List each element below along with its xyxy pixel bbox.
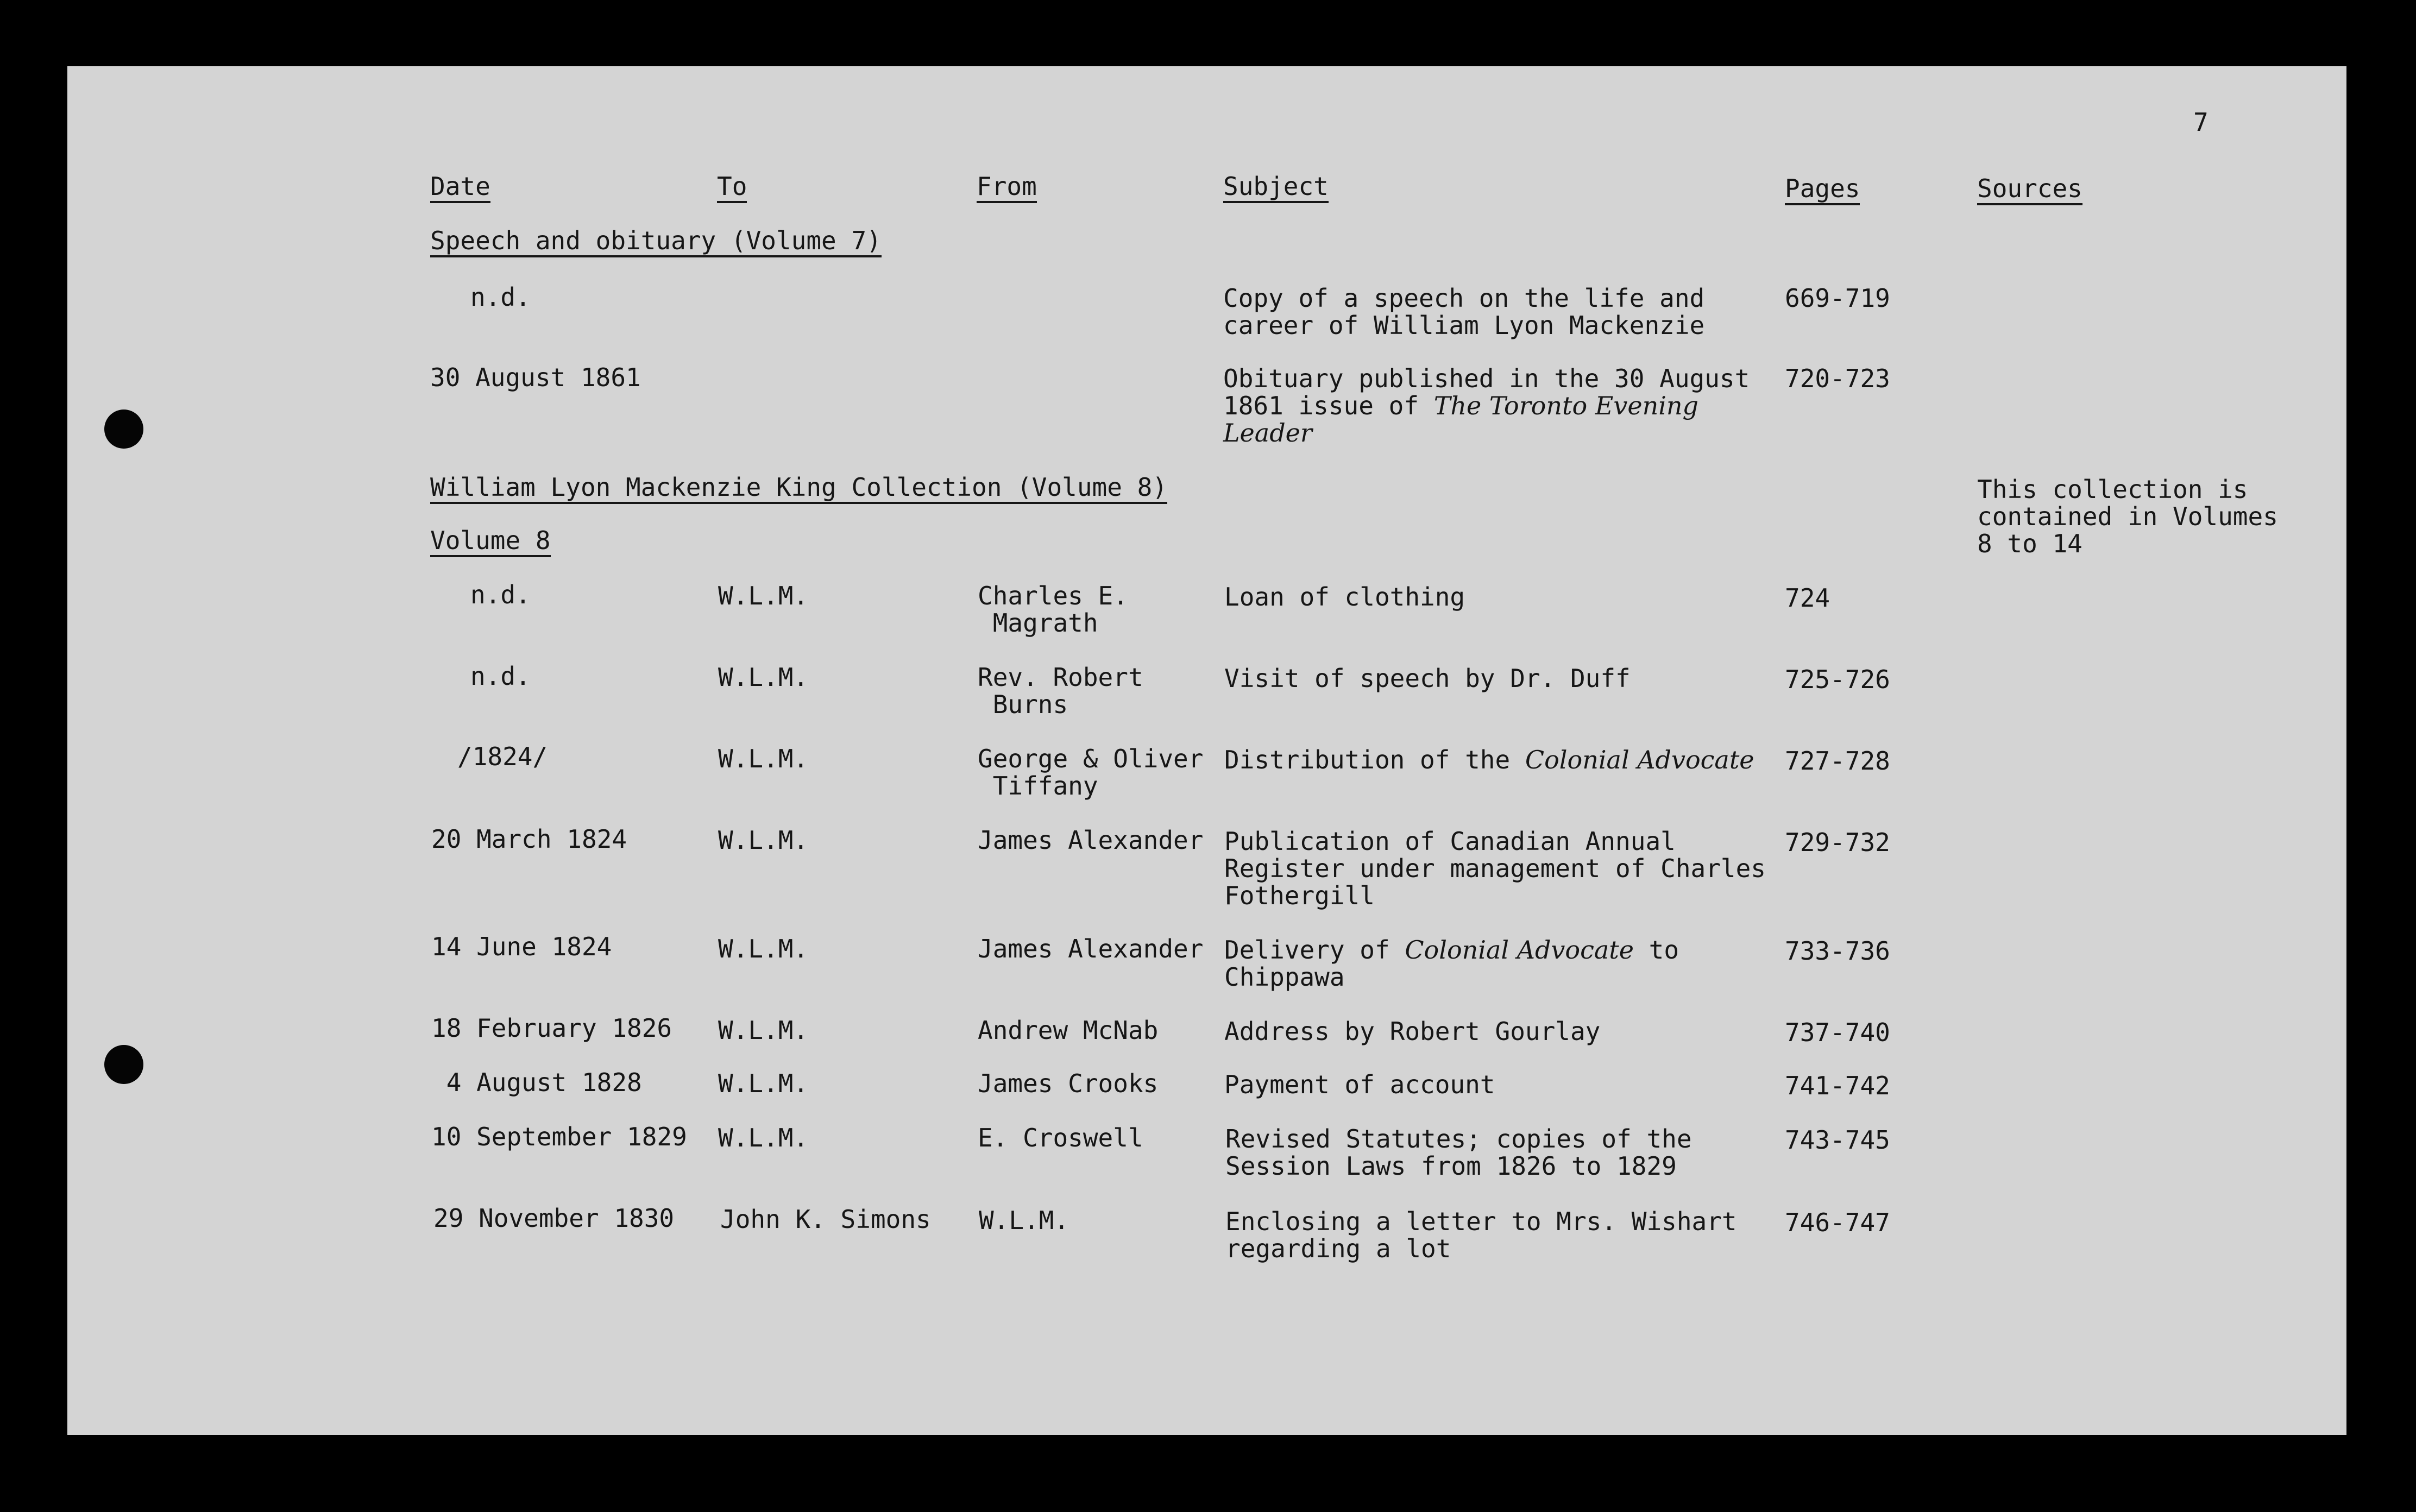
row-to: W.L.M. [718,1069,809,1098]
row-subject-line: Publication of Canadian Annual [1224,827,1676,856]
row-date: 10 September 1829 [431,1122,687,1151]
row-subject-line: Register under management of Charles [1224,854,1766,883]
subject-text: 1861 issue of [1223,391,1434,420]
row-to: W.L.M. [718,663,809,692]
row-from: James Alexander [978,826,1204,855]
row-pages: 720-723 [1785,364,1890,393]
row-subject-line [1223,392,1698,419]
punch-hole-lower [104,1045,143,1084]
row-subject-line: Payment of account [1224,1070,1495,1099]
row-date: 4 August 1828 [431,1068,642,1097]
column-header-to: To [717,173,747,203]
row-subject-line [1224,746,1754,773]
row-pages: 724 [1785,583,1830,613]
row-from: Burns [978,690,1068,719]
row-subject-line [1224,936,1679,963]
row-to: W.L.M. [718,1123,809,1152]
newspaper-title: The Toronto Evening [1433,391,1699,420]
row-pages: 725-726 [1785,665,1890,694]
row-to: W.L.M. [718,934,809,963]
row-subject-line: Session Laws from 1826 to 1829 [1225,1151,1677,1181]
row-date: n.d. [470,580,531,609]
row-date: n.d. [470,282,531,312]
page-number: 7 [2193,108,2209,137]
row-subject-line: Obituary published in the 30 August [1223,364,1750,393]
row-subject-line: Loan of clothing [1224,582,1465,612]
row-to: W.L.M. [718,826,809,855]
row-to: W.L.M. [718,744,809,773]
column-header-pages: Pages [1785,175,1860,205]
column-header-subject: Subject [1223,173,1329,203]
sources-note: 8 to 14 [1977,529,2082,558]
row-pages: 741-742 [1785,1071,1890,1100]
sources-note: contained in Volumes [1977,502,2278,531]
row-subject-line: Copy of a speech on the life and [1223,284,1705,313]
row-date: 18 February 1826 [431,1013,672,1043]
row-pages: 729-732 [1785,828,1890,857]
row-from: Rev. Robert [978,663,1143,692]
row-from: George & Oliver [978,744,1204,773]
row-pages: 727-728 [1785,746,1890,776]
row-to: W.L.M. [718,1016,809,1045]
row-subject-line: career of William Lyon Mackenzie [1223,311,1705,340]
row-from: Magrath [978,608,1098,638]
section-heading-mackenzie-king-collection: William Lyon Mackenzie King Collection (Volume 8) [430,474,1167,504]
row-date: 14 June 1824 [431,932,612,961]
row-from: James Alexander [978,934,1204,963]
row-pages: 743-745 [1785,1125,1890,1155]
row-date: 20 March 1824 [431,824,627,854]
row-pages: 746-747 [1785,1208,1890,1237]
row-from: Tiffany [978,771,1098,801]
row-from: James Crooks [978,1069,1159,1098]
column-header-from: From [977,173,1037,203]
row-subject-line: Fothergill [1224,881,1375,910]
row-from: Charles E. [978,581,1128,610]
row-pages: 733-736 [1785,936,1890,966]
subject-text: to [1633,935,1679,965]
row-subject-line: regarding a lot [1225,1234,1451,1263]
punch-hole-upper [104,410,143,449]
row-date: n.d. [470,662,531,691]
subject-text: Delivery of [1224,935,1405,965]
newspaper-title: Leader [1223,418,1312,448]
row-date: 29 November 1830 [433,1204,675,1233]
newspaper-title: Colonial Advocate [1405,935,1634,965]
row-subject-line: Revised Statutes; copies of the [1225,1124,1692,1154]
row-subject-line: Address by Robert Gourlay [1224,1017,1601,1046]
row-date: /1824/ [457,742,548,771]
row-subject-line: Enclosing a letter to Mrs. Wishart [1225,1207,1737,1236]
row-to: W.L.M. [718,581,809,610]
sources-note: This collection is [1977,475,2248,504]
scanned-document-page [67,66,2346,1435]
row-pages: 737-740 [1785,1018,1890,1047]
row-from: E. Croswell [978,1123,1143,1152]
column-header-date: Date [430,173,490,203]
row-subject-line: Chippawa [1224,962,1345,992]
row-pages: 669-719 [1785,284,1890,313]
subject-text: Distribution of the [1224,745,1525,774]
row-from: W.L.M. [979,1206,1069,1235]
volume-subheading: Volume 8 [430,527,551,557]
row-date: 30 August 1861 [430,363,641,392]
section-heading-speech-obituary: Speech and obituary (Volume 7) [430,227,882,257]
column-header-sources: Sources [1977,175,2082,205]
row-subject-line: Visit of speech by Dr. Duff [1224,664,1631,693]
row-from: Andrew McNab [978,1016,1159,1045]
newspaper-title: Colonial Advocate [1525,745,1754,774]
row-to: John K. Simons [720,1205,931,1234]
